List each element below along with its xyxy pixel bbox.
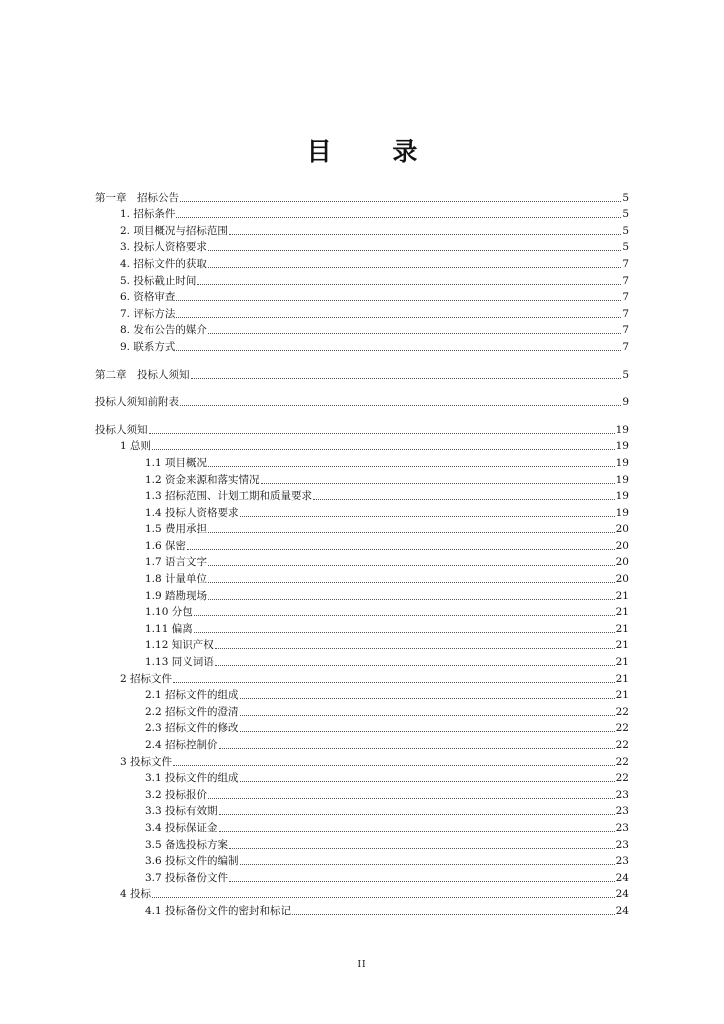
toc-entry-label: 3. 投标人资格要求	[120, 241, 207, 254]
toc-leader-dots	[208, 465, 615, 467]
toc-entry[interactable]	[95, 802, 629, 819]
toc-entry[interactable]	[95, 686, 629, 703]
toc-entry[interactable]	[95, 536, 629, 553]
toc-entry[interactable]	[95, 520, 629, 537]
toc-entry-page: 23	[615, 788, 629, 801]
toc-entry[interactable]	[95, 752, 629, 769]
toc-leader-dots	[176, 349, 621, 351]
toc-entry[interactable]	[95, 188, 629, 205]
toc-entry-page: 24	[615, 871, 629, 884]
toc-entry-label: 1.12 知识产权	[145, 639, 214, 652]
toc-entry-label: 2.1 招标文件的组成	[145, 689, 239, 702]
toc-leader-dots	[215, 664, 615, 666]
toc-leader-dots	[240, 863, 615, 865]
toc-entry[interactable]	[95, 569, 629, 586]
toc-leader-dots	[208, 266, 621, 268]
toc-entry-label: 第一章 招标公告	[95, 191, 179, 204]
toc-entry-page: 7	[622, 291, 629, 304]
toc-leader-dots	[229, 880, 615, 882]
toc-entry-label: 3.5 备选投标方案	[145, 838, 229, 851]
toc-leader-dots	[194, 631, 615, 633]
toc-entry-label: 1. 招标条件	[120, 208, 176, 221]
toc-entry[interactable]	[95, 636, 629, 653]
toc-entry-label: 3.7 投标备份文件	[145, 871, 229, 884]
toc-entry-label: 1.10 分包	[145, 606, 193, 619]
toc-entry-page: 5	[622, 368, 629, 381]
toc-leader-dots	[219, 830, 615, 832]
toc-entry[interactable]	[95, 271, 629, 288]
toc-entry-page: 23	[615, 855, 629, 868]
toc-leader-dots	[197, 283, 621, 285]
toc-entry-label: 1.9 踏勘现场	[145, 589, 208, 602]
toc-entry[interactable]	[95, 205, 629, 222]
toc-entry[interactable]	[95, 238, 629, 255]
toc-entry-page: 19	[615, 506, 629, 519]
toc-entry[interactable]	[95, 503, 629, 520]
toc-leader-dots	[180, 200, 621, 202]
toc-entry[interactable]	[95, 288, 629, 305]
toc-leader-dots	[187, 548, 615, 550]
toc-entry-page: 19	[615, 423, 629, 436]
toc-entry[interactable]	[95, 652, 629, 669]
toc-entry-page: 21	[615, 589, 629, 602]
toc-entry-page: 21	[615, 639, 629, 652]
toc-entry-page: 21	[615, 656, 629, 669]
toc-entry[interactable]	[95, 885, 629, 902]
toc-leader-dots	[208, 332, 621, 334]
toc-leader-dots	[219, 813, 615, 815]
page-number: II	[357, 960, 367, 970]
toc-entry-page: 22	[615, 755, 629, 768]
toc-entry-label: 1.3 招标范围、计划工期和质量要求	[145, 490, 313, 503]
toc-entry[interactable]	[95, 868, 629, 885]
toc-entry[interactable]	[95, 735, 629, 752]
toc-entry[interactable]	[95, 420, 629, 437]
toc-leader-dots	[176, 299, 621, 301]
toc-entry-label: 2. 项目概况与招标范围	[120, 224, 228, 237]
toc-entry[interactable]	[95, 221, 629, 238]
toc-entry-page: 9	[622, 396, 629, 409]
toc-entry-label: 5. 投标截止时间	[120, 274, 197, 287]
toc-entry[interactable]	[95, 437, 629, 454]
toc-entry[interactable]	[95, 393, 629, 410]
toc-leader-dots	[180, 404, 621, 406]
toc-entry-label: 7. 评标方法	[120, 307, 176, 320]
toc-entry-label: 2.2 招标文件的澄清	[145, 705, 239, 718]
toc-entry[interactable]	[95, 769, 629, 786]
toc-leader-dots	[176, 316, 621, 318]
toc-leader-dots	[194, 614, 615, 616]
toc-entry-page: 22	[615, 705, 629, 718]
toc-entry-page: 24	[615, 888, 629, 901]
toc-entry[interactable]	[95, 785, 629, 802]
toc-entry-label: 1.2 资金来源和落实情况	[145, 473, 260, 486]
toc-entry[interactable]	[95, 719, 629, 736]
toc-entry-label: 1.6 保密	[145, 539, 187, 552]
toc-entry-label: 4.1 投标备份文件的密封和标记	[145, 904, 292, 917]
toc-entry[interactable]	[95, 365, 629, 382]
toc-entry-label: 2.4 招标控制价	[145, 739, 218, 751]
toc-leader-dots	[240, 730, 615, 732]
toc-leader-dots	[208, 581, 615, 583]
toc-entry[interactable]	[95, 321, 629, 338]
toc-entry-label: 4 投标	[120, 888, 152, 901]
toc-entry-page: 5	[622, 224, 629, 237]
toc-leader-dots	[191, 377, 622, 379]
toc-leader-dots	[240, 714, 615, 716]
toc-entry-page: 20	[615, 556, 629, 569]
toc-entry-page: 20	[615, 523, 629, 536]
toc-entry[interactable]	[95, 835, 629, 852]
toc-leader-dots	[149, 432, 615, 434]
toc-entry-page: 19	[615, 456, 629, 469]
toc-entry-label: 1 总则	[120, 440, 152, 453]
toc-entry[interactable]	[95, 586, 629, 603]
toc-entry-label: 1.11 偏离	[145, 622, 193, 635]
toc-entry[interactable]	[95, 337, 629, 354]
toc-entry-page: 19	[615, 490, 629, 503]
toc-entry[interactable]	[95, 852, 629, 869]
toc-entry-label: 3 投标文件	[120, 755, 173, 768]
toc-entry-page: 7	[622, 274, 629, 287]
toc-leader-dots	[240, 780, 615, 782]
toc-leader-dots	[208, 598, 615, 600]
toc-entry-label: 4. 招标文件的获取	[120, 257, 207, 270]
toc-entry-page: 23	[615, 805, 629, 818]
toc-entry-page: 19	[615, 440, 629, 453]
toc-leader-dots	[215, 647, 615, 649]
toc-leader-dots	[208, 249, 621, 251]
toc-entry-page: 22	[615, 772, 629, 785]
toc-entry[interactable]	[95, 553, 629, 570]
toc-leader-dots	[240, 515, 615, 517]
toc-entry-page: 24	[615, 904, 629, 917]
toc-entry-page: 21	[615, 689, 629, 702]
toc-entry-page: 21	[615, 622, 629, 635]
toc-entry-page: 5	[622, 191, 629, 204]
toc-entry-label: 8. 发布公告的媒介	[120, 324, 207, 337]
toc-entry[interactable]	[95, 254, 629, 271]
toc-entry-page: 21	[615, 606, 629, 619]
toc-entry-label: 投标人须知	[95, 423, 148, 436]
toc-entry-label: 1.7 语言文字	[145, 556, 208, 569]
toc-entry-label: 投标人须知前附表	[95, 396, 179, 409]
toc-entry[interactable]	[95, 487, 629, 504]
toc-leader-dots	[229, 847, 615, 849]
toc-leader-dots	[173, 764, 615, 766]
toc-entry-label: 2 招标文件	[120, 672, 173, 685]
toc-leader-dots	[261, 482, 615, 484]
toc-entry-page: 7	[622, 307, 629, 320]
toc-entry-page: 23	[615, 838, 629, 851]
toc-entry-label: 1.4 投标人资格要求	[145, 506, 239, 519]
toc-entry-page: 21	[615, 672, 629, 685]
toc-leader-dots	[208, 564, 615, 566]
toc-entry-page: 7	[622, 340, 629, 353]
toc-leader-dots	[208, 797, 615, 799]
toc-leader-dots	[240, 697, 615, 699]
toc-leader-dots	[152, 896, 615, 898]
toc-entry[interactable]	[95, 453, 629, 470]
toc-leader-dots	[313, 498, 615, 500]
toc-entry[interactable]	[95, 818, 629, 835]
toc-entry-page: 5	[622, 241, 629, 254]
toc-entry-page: 20	[615, 539, 629, 552]
toc-entry-page: 20	[615, 573, 629, 586]
table-of-contents	[95, 188, 629, 918]
toc-entry[interactable]	[95, 304, 629, 321]
toc-entry-label: 第二章 投标人须知	[95, 368, 190, 381]
toc-entry-label: 3.1 投标文件的组成	[145, 772, 239, 785]
toc-entry-label: 2.3 招标文件的修改	[145, 722, 239, 735]
toc-entry-page: 7	[622, 324, 629, 337]
page-title: 目 录	[306, 137, 444, 166]
toc-entry[interactable]	[95, 901, 629, 918]
toc-entry[interactable]	[95, 619, 629, 636]
toc-leader-dots	[176, 216, 621, 218]
toc-entry[interactable]	[95, 669, 629, 686]
toc-entry-label: 3.4 投标保证金	[145, 821, 218, 834]
toc-entry-label: 1.1 项目概况	[145, 456, 208, 469]
toc-leader-dots	[173, 681, 615, 683]
toc-entry-label: 1.8 计量单位	[145, 573, 208, 586]
toc-entry-label: 3.6 投标文件的编制	[145, 855, 239, 868]
toc-entry[interactable]	[95, 603, 629, 620]
toc-entry-page: 19	[615, 473, 629, 486]
toc-leader-dots	[219, 747, 615, 749]
toc-entry-label: 6. 资格审查	[120, 291, 176, 304]
toc-entry-page: 22	[615, 739, 629, 751]
toc-entry-label: 1.5 费用承担	[145, 523, 208, 536]
toc-leader-dots	[152, 448, 615, 450]
toc-entry-label: 3.3 投标有效期	[145, 805, 218, 818]
toc-leader-dots	[208, 531, 615, 533]
toc-entry[interactable]	[95, 470, 629, 487]
toc-entry-page: 5	[622, 208, 629, 221]
toc-entry-label: 9. 联系方式	[120, 340, 176, 353]
toc-entry-page: 23	[615, 821, 629, 834]
toc-entry-page: 7	[622, 257, 629, 270]
toc-entry[interactable]	[95, 702, 629, 719]
toc-entry-page: 22	[615, 722, 629, 735]
toc-entry-label: 1.13 同义词语	[145, 656, 214, 669]
toc-leader-dots	[229, 233, 621, 235]
toc-leader-dots	[292, 913, 615, 915]
toc-entry-label: 3.2 投标报价	[145, 788, 208, 801]
